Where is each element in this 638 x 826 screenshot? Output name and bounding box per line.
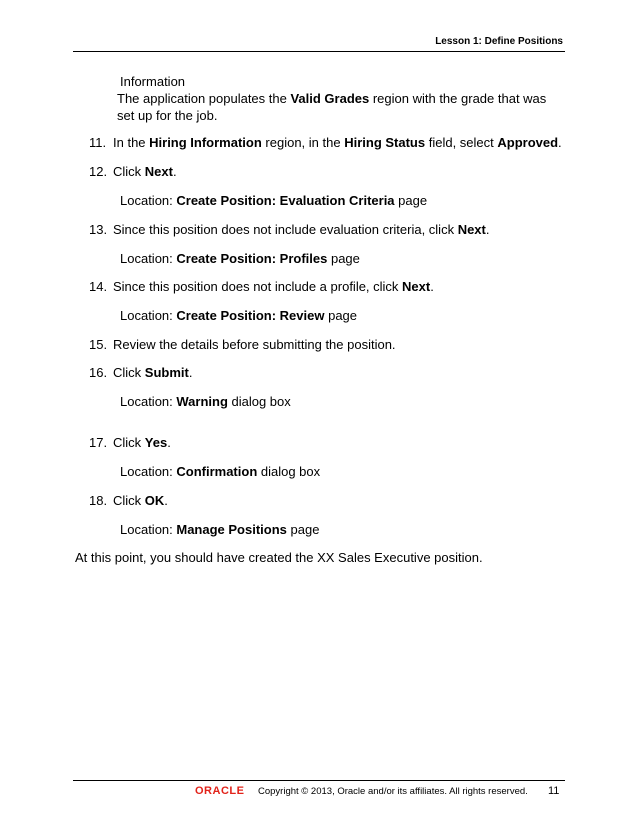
location-profiles: Location: Create Position: Profiles page xyxy=(120,251,360,266)
step-17: 17. Click Yes. xyxy=(89,435,171,450)
location-warning: Location: Warning dialog box xyxy=(120,394,291,409)
location-evaluation-criteria: Location: Create Position: Evaluation Criteria page xyxy=(120,193,428,208)
location-review: Location: Create Position: Review page xyxy=(120,308,358,323)
lesson-title: Lesson 1: Define Positions xyxy=(435,36,563,47)
closing-statement: At this point, you should have created the XX Sales Executive position. xyxy=(75,550,483,565)
step-12: 12. Click Next. xyxy=(89,164,177,179)
step-15: 15. Review the details before submitting the position. xyxy=(89,337,396,352)
step-16: 16. Click Submit. xyxy=(89,365,193,380)
location-manage-positions: Location: Manage Positions page xyxy=(120,522,320,537)
step-13: 13. Since this position does not include evaluation criteria, click Next. xyxy=(89,222,490,237)
step-14: 14. Since this position does not include a profile, click Next. xyxy=(89,279,434,294)
header-rule xyxy=(73,51,565,52)
oracle-logo: ORACLE xyxy=(195,785,245,797)
copyright-text: Copyright © 2013, Oracle and/or its affiliates. All rights reserved. xyxy=(258,786,528,797)
location-confirmation: Location: Confirmation dialog box xyxy=(120,464,321,479)
info-label: Information xyxy=(120,74,186,89)
info-text: The application populates the Valid Grades region with the grade that was set up for the job. xyxy=(117,91,547,123)
page-number: 11 xyxy=(548,785,560,797)
step-18: 18. Click OK. xyxy=(89,493,168,508)
footer-rule xyxy=(73,780,565,781)
step-11: 11. In the Hiring Information region, in the Hiring Status field, select Approved. xyxy=(89,135,562,150)
